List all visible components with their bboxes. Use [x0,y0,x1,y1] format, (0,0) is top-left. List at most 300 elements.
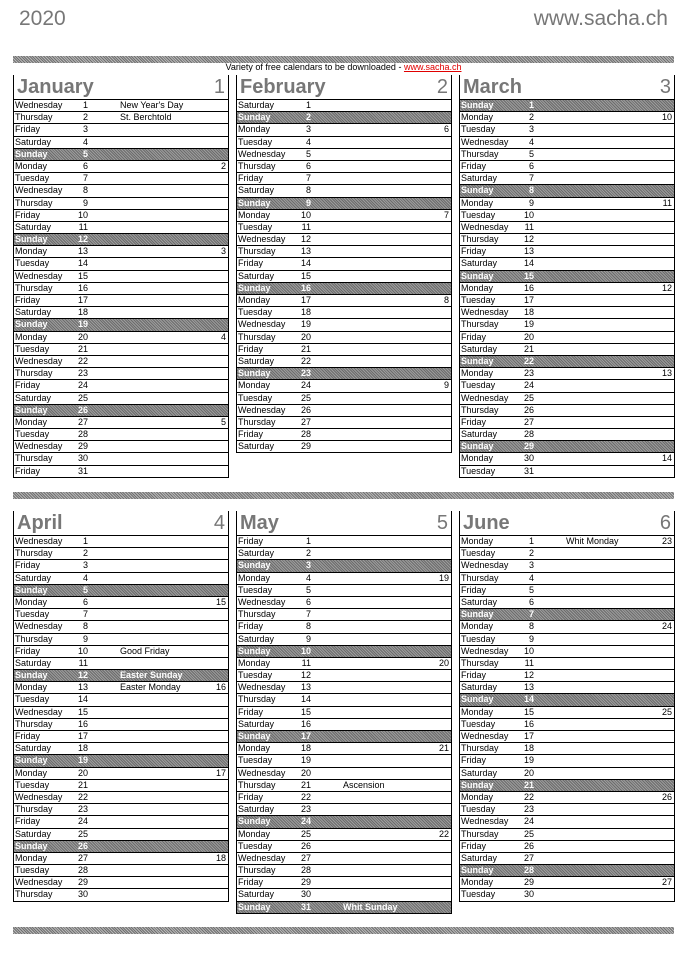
day-row [237,707,451,719]
weekday-label: Thursday [461,572,499,583]
weekday-label: Monday [238,209,271,220]
weekday-label: Friday [15,731,41,741]
weekday-label: Thursday [238,865,276,876]
day-number: 26 [523,404,534,415]
weekday-label: Thursday [461,148,499,159]
day-row [460,137,674,149]
month-number: 3 [659,76,671,98]
weekday-label: Wednesday [238,319,286,330]
day-row [14,112,228,124]
weekday-label: Wednesday [15,536,63,546]
day-row [460,792,674,804]
weekday-label: Wednesday [461,731,509,741]
week-number: 2 [220,160,226,171]
weekday-label: Thursday [238,694,276,705]
day-row [237,100,451,112]
day-row [14,234,228,246]
day-row [460,258,674,270]
day-row [460,356,674,368]
day-number: 19 [300,319,311,330]
day-row [14,585,228,597]
day-row [460,573,674,585]
weekday-label: Saturday [238,889,275,900]
day-number: 22 [300,355,311,366]
day-number: 30 [77,453,88,464]
weekday-label: Wednesday [238,852,286,863]
day-row [14,621,228,633]
weekday-label: Monday [15,767,48,778]
day-number: 13 [300,246,311,257]
day-row [237,283,451,295]
day-row [460,234,674,246]
day-row [460,841,674,853]
day-row [237,246,451,258]
weekday-label: Thursday [15,453,53,464]
weekday-label: Wednesday [461,307,509,318]
day-number: 3 [82,124,88,135]
day-number: 27 [77,852,88,863]
week-number: 8 [443,295,449,305]
day-row [460,682,674,694]
day-row [237,198,451,210]
weekday-label: Sunday [15,319,48,330]
day-number: 13 [300,682,311,693]
weekday-label: Wednesday [15,441,63,452]
day-row [14,573,228,585]
day-row [237,841,451,853]
weekday-label: Wednesday [15,355,63,366]
day-number: 4 [305,572,311,583]
day-number: 19 [523,319,534,330]
week-number: 19 [438,572,449,583]
day-row [14,634,228,646]
day-row [237,185,451,197]
weekday-label: Monday [461,706,494,717]
weekday-label: Thursday [15,548,53,559]
day-number: 4 [528,136,534,147]
day-number: 12 [77,234,88,245]
day-number: 2 [305,548,311,559]
day-number: 17 [300,731,311,741]
day-row [14,405,228,417]
weekday-label: Sunday [461,100,494,110]
day-row [237,792,451,804]
day-number: 11 [78,657,88,668]
day-row [460,112,674,124]
day-row [14,307,228,319]
day-row [237,829,451,841]
weekday-label: Friday [238,877,264,888]
weekday-label: Saturday [15,828,52,839]
day-row [460,560,674,572]
day-row [14,658,228,670]
day-number: 22 [523,791,534,802]
day-number: 17 [77,295,88,305]
day-number: 10 [523,645,534,656]
day-number: 20 [523,331,534,342]
weekday-label: Friday [461,160,487,171]
day-number: 23 [77,804,88,815]
day-row [237,902,451,913]
weekday-label: Sunday [461,609,494,620]
weekday-label: Saturday [461,682,498,693]
day-number: 5 [528,148,534,159]
day-row [460,173,674,185]
weekday-label: Friday [238,791,264,802]
weekday-label: Saturday [461,258,498,269]
day-row [14,319,228,331]
weekday-label: Thursday [238,246,276,257]
day-row [460,731,674,743]
day-number: 1 [305,536,311,546]
day-row [460,319,674,331]
day-number: 22 [300,791,311,802]
week-number: 25 [661,706,672,717]
day-row [237,597,451,609]
weekday-label: Tuesday [461,548,496,559]
day-row [14,149,228,161]
weekday-label: Wednesday [461,816,509,827]
month-number: 5 [436,512,448,534]
weekday-label: Sunday [238,560,271,571]
day-number: 28 [77,865,88,876]
weekday-label: Wednesday [238,596,286,607]
day-row [460,100,674,112]
day-row [237,149,451,161]
weekday-label: Wednesday [461,136,509,147]
weekday-label: Monday [15,246,48,257]
day-row [237,307,451,319]
day-number: 25 [77,392,88,403]
day-row [460,295,674,307]
day-number: 30 [77,889,88,900]
weekday-label: Friday [15,465,41,476]
day-row [237,295,451,307]
day-number: 29 [300,441,311,452]
holiday-label: Good Friday [120,645,170,656]
day-row [14,356,228,368]
week-number: 15 [215,596,226,607]
weekday-label: Tuesday [238,307,273,318]
weekday-label: Friday [238,343,264,354]
day-number: 15 [300,706,311,717]
day-row [460,829,674,841]
day-number: 14 [77,258,88,269]
day-row [14,682,228,694]
weekday-label: Sunday [238,197,271,208]
week-number: 13 [661,368,672,379]
day-row [237,889,451,901]
day-number: 3 [305,124,311,135]
day-row [460,609,674,621]
day-row [237,344,451,356]
day-number: 23 [523,804,534,815]
day-row [237,405,451,417]
day-row [237,670,451,682]
weekday-label: Wednesday [238,234,286,245]
day-row [460,283,674,295]
day-row [460,816,674,828]
day-number: 18 [77,743,88,754]
day-number: 8 [305,185,311,196]
day-number: 6 [305,160,311,171]
day-row [460,548,674,560]
day-number: 4 [82,572,88,583]
weekday-label: Friday [15,124,41,135]
day-number: 20 [77,767,88,778]
weekday-label: Friday [461,416,487,427]
day-number: 7 [82,609,88,620]
day-number: 17 [523,295,534,305]
weekday-label: Tuesday [461,380,496,391]
weekday-label: Wednesday [15,270,63,281]
week-number: 11 [662,197,672,208]
weekday-label: Tuesday [461,804,496,815]
day-row [14,137,228,149]
day-row [460,271,674,283]
day-row [237,865,451,877]
day-number: 23 [523,368,534,379]
weekday-label: Sunday [15,755,48,766]
weekday-label: Saturday [238,100,275,110]
day-number: 9 [82,197,88,208]
day-row [14,755,228,767]
month-number: 6 [659,512,671,534]
day-row [460,780,674,792]
weekday-label: Thursday [461,657,499,668]
weekday-label: Thursday [15,282,53,293]
day-row [237,536,451,548]
day-number: 22 [77,791,88,802]
day-row [14,853,228,865]
day-row [237,816,451,828]
day-row [460,865,674,877]
weekday-label: Thursday [461,404,499,415]
day-row [14,393,228,405]
day-number: 29 [77,877,88,888]
weekday-label: Thursday [15,633,53,644]
day-number: 5 [82,148,88,159]
weekday-label: Saturday [238,633,275,644]
day-row [14,283,228,295]
weekday-label: Tuesday [15,173,50,184]
weekday-label: Monday [461,282,494,293]
day-number: 17 [523,731,534,741]
weekday-label: Thursday [461,743,499,754]
day-row [460,198,674,210]
weekday-label: Thursday [238,609,276,620]
day-row [237,609,451,621]
month-april [13,511,229,902]
month-number: 4 [213,512,225,534]
day-row [460,344,674,356]
month-header [14,511,228,536]
weekday-label: Monday [238,295,271,305]
day-row [237,210,451,222]
weekday-label: Tuesday [15,865,50,876]
day-number: 13 [523,246,534,257]
day-number: 19 [523,755,534,766]
weekday-label: Wednesday [15,100,63,110]
day-row [14,332,228,344]
subtitle-link[interactable]: www.sacha.ch [403,62,462,72]
weekday-label: Tuesday [238,840,273,851]
day-number: 27 [523,416,534,427]
day-row [237,137,451,149]
weekday-label: Tuesday [461,718,496,729]
weekday-label: Saturday [461,767,498,778]
day-number: 2 [82,112,88,123]
day-row [460,222,674,234]
day-number: 16 [523,718,534,729]
day-number: 1 [82,100,88,110]
day-row [14,889,228,900]
day-number: 8 [82,621,88,632]
day-number: 14 [523,694,534,705]
day-number: 7 [528,173,534,184]
day-row [237,222,451,234]
day-number: 10 [523,209,534,220]
weekday-label: Thursday [461,828,499,839]
day-row [14,185,228,197]
day-row [460,768,674,780]
weekday-label: Thursday [15,368,53,379]
day-row [14,100,228,112]
weekday-label: Tuesday [15,694,50,705]
day-row [460,246,674,258]
day-number: 24 [77,380,88,391]
day-row [460,719,674,731]
day-number: 8 [305,621,311,632]
day-row [14,609,228,621]
week-number: 21 [438,743,449,754]
day-row [14,246,228,258]
day-number: 30 [300,889,311,900]
day-row [237,393,451,405]
day-row [14,719,228,731]
weekday-label: Tuesday [238,670,273,681]
day-number: 17 [77,731,88,741]
day-row [460,707,674,719]
day-row [14,271,228,283]
week-number: 20 [438,657,449,668]
day-number: 25 [523,828,534,839]
holiday-label: Whit Monday [566,536,619,546]
day-row [14,380,228,392]
weekday-label: Monday [15,596,48,607]
weekday-label: Thursday [15,804,53,815]
month-header [237,75,451,100]
day-row [460,417,674,429]
weekday-label: Tuesday [15,343,50,354]
weekday-label: Sunday [238,368,271,379]
month-header [14,75,228,100]
day-row [460,755,674,767]
day-row [460,585,674,597]
weekday-label: Friday [238,258,264,269]
day-number: 30 [523,453,534,464]
weekday-label: Sunday [461,270,494,281]
day-number: 13 [523,682,534,693]
day-row [460,332,674,344]
week-number: 17 [215,767,226,778]
weekday-label: Friday [238,173,264,184]
day-number: 15 [523,270,534,281]
day-row [14,670,228,682]
weekday-label: Sunday [461,779,494,790]
day-row [14,804,228,816]
day-number: 16 [77,718,88,729]
weekday-label: Sunday [15,404,48,415]
day-row [14,258,228,270]
day-row [237,319,451,331]
weekday-label: Sunday [15,670,48,681]
day-number: 18 [523,307,534,318]
day-row [14,841,228,853]
day-row [460,429,674,441]
day-number: 15 [523,706,534,717]
day-row [237,658,451,670]
day-number: 2 [528,112,534,123]
weekday-label: Wednesday [15,791,63,802]
day-row [14,731,228,743]
day-row [14,466,228,477]
day-number: 10 [300,209,311,220]
day-number: 20 [523,767,534,778]
day-number: 7 [305,609,311,620]
day-number: 21 [523,779,534,790]
weekday-label: Monday [15,852,48,863]
day-number: 7 [305,173,311,184]
weekday-label: Friday [238,536,264,546]
day-row [14,161,228,173]
day-row [14,441,228,453]
day-number: 5 [82,584,88,595]
day-number: 26 [523,840,534,851]
day-row [237,646,451,658]
day-number: 8 [82,185,88,196]
weekday-label: Sunday [238,901,271,912]
day-row [460,185,674,197]
weekday-label: Wednesday [238,404,286,415]
day-row [14,829,228,841]
day-row [237,755,451,767]
day-number: 28 [77,429,88,440]
day-number: 27 [77,416,88,427]
weekday-label: Friday [461,755,487,766]
day-number: 26 [77,840,88,851]
day-number: 6 [528,596,534,607]
day-number: 8 [528,185,534,196]
day-number: 9 [528,633,534,644]
day-number: 17 [300,295,311,305]
weekday-label: Monday [238,743,271,754]
day-row [237,768,451,780]
day-row [14,780,228,792]
weekday-label: Sunday [238,731,271,741]
day-number: 24 [300,380,311,391]
day-number: 24 [523,816,534,827]
holiday-label: St. Berchtold [120,112,172,123]
day-number: 3 [82,560,88,571]
day-row [460,368,674,380]
day-number: 2 [305,112,311,123]
month-header [237,511,451,536]
weekday-label: Sunday [238,816,271,827]
day-number: 31 [77,465,88,476]
day-number: 6 [305,596,311,607]
divider-bar-middle [13,492,674,499]
